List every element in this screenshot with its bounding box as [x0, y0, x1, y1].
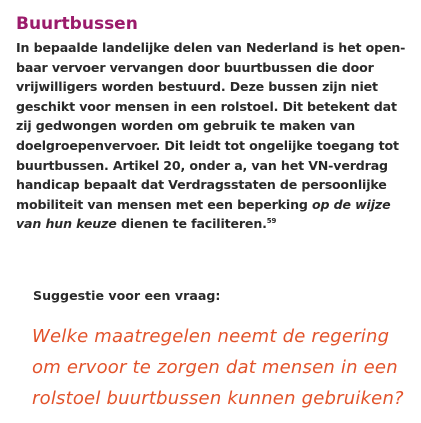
- paragraph-line: [16, 195, 414, 215]
- question-line: rolstoel buurtbussen kunnen gebruiken?: [32, 388, 404, 409]
- section-heading: Buurtbussen: [16, 14, 138, 34]
- paragraph-line: vrijwilligers worden bestuurd. Deze bussen zijn niet: [16, 79, 378, 95]
- suggestion-label: Suggestie voor een vraag:: [33, 288, 221, 303]
- suggested-question: [32, 321, 417, 414]
- emphasis-text: op de wijze: [307, 196, 391, 212]
- paragraph-line: In bepaalde landelijke delen van Nederland is het open-: [16, 40, 406, 55]
- paragraph-line-text: dienen te faciliteren.: [116, 216, 267, 232]
- paragraph-line: handicap bepaalt dat Verdragsstaten de persoonlijke: [16, 177, 387, 193]
- question-line: om ervoor te zorgen dat mensen in een: [32, 357, 398, 378]
- paragraph-line: geschikt voor mensen in een rolstoel. Dit betekent dat: [16, 98, 397, 114]
- body-paragraph: [16, 38, 414, 234]
- footnote-reference[interactable]: 59: [266, 217, 277, 226]
- emphasis-text: van hun keuze: [16, 216, 117, 232]
- paragraph-line: buurtbussen. Artikel 20, onder a, van het VN-verdrag: [16, 157, 388, 173]
- paragraph-line: zij gedwongen worden om gebruik te maken van: [16, 118, 356, 134]
- question-line: Welke maatregelen neemt de regering: [32, 326, 390, 347]
- paragraph-line: doelgroepenvervoer. Dit leidt tot ongelijke toegang tot: [16, 137, 399, 153]
- paragraph-line: [16, 214, 414, 234]
- paragraph-line: baar vervoer vervangen door buurtbussen die door: [16, 59, 374, 75]
- paragraph-line-text: mobiliteit van mensen met een beperking: [16, 196, 308, 212]
